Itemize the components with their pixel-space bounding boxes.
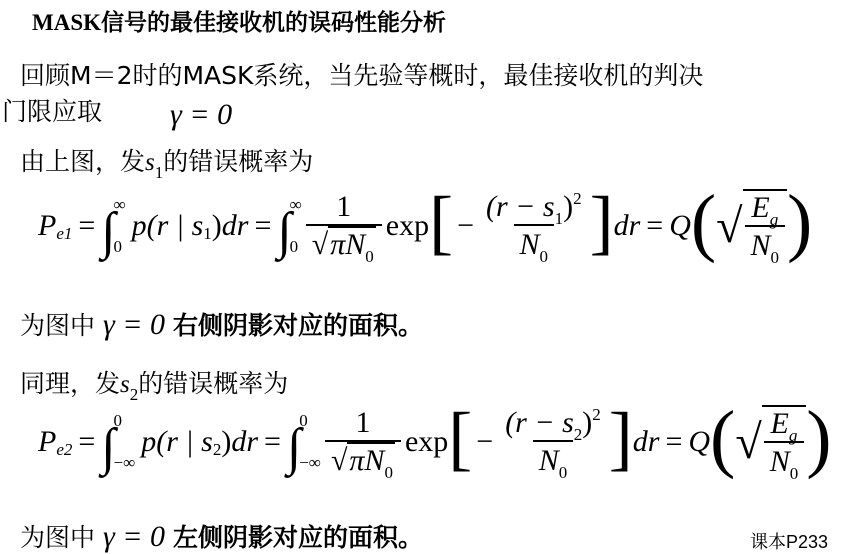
eq2-left-bracket: [: [448, 398, 473, 478]
eq2-exp: exp: [404, 425, 449, 458]
eq1-sqrt-fraction: $\frac{E_g}{N_0}$: [743, 189, 788, 263]
eq2-limits-2: 0 −∞: [299, 411, 321, 472]
s2-intro: [20, 364, 289, 404]
eq2-lhs-sub: e2: [56, 440, 73, 459]
s1-note-a: 为图中: [20, 311, 96, 340]
title-rest: 信号的最佳接收机的误码性能分析: [101, 10, 446, 36]
eq1-right-bracket: ]: [589, 182, 614, 262]
eq1-exp: exp: [385, 209, 430, 242]
eq2-dr-1: dr: [231, 425, 259, 458]
eq1-cond: p(r | s: [131, 209, 204, 242]
eq2-cond-sub: 2: [212, 440, 222, 459]
eq2-limits-1: 0 −∞: [113, 411, 136, 472]
s2-symbol-sub: 2: [129, 385, 139, 404]
s1-note: [20, 306, 423, 342]
eq2-integral-1: ∫: [101, 419, 116, 476]
eq2-right-paren: ): [806, 396, 832, 480]
s2-note-a: 为图中: [20, 523, 96, 552]
eq1-right-paren: ): [787, 180, 813, 264]
eq1-integral-2: ∫: [277, 203, 292, 260]
s1-symbol-sub: 1: [154, 163, 164, 182]
threshold-formula: γ = 0: [170, 98, 233, 131]
s1-intro: [20, 142, 314, 182]
s1-intro-text-b: 的错误概率为: [163, 147, 314, 176]
s2-intro-text-b: 的错误概率为: [138, 369, 289, 398]
eq1-exp-fraction: $\frac{(r - s_1)^2}{N_0}$: [486, 189, 582, 266]
eq2-exp-fraction: $\frac{(r - s_2)^2}{N_0}$: [505, 405, 601, 482]
eq1-dr-1: dr: [221, 209, 249, 242]
s1-note-b: 右侧阴影对应的面积。: [173, 311, 424, 340]
title-prefix: MASK: [32, 10, 101, 35]
eq1-q: Q: [669, 209, 691, 242]
eq1-left-paren: (: [690, 180, 717, 264]
s2-note-b: 左侧阴影对应的面积。: [173, 523, 424, 552]
eq1-lhs: P: [38, 209, 57, 242]
s1-symbol: s: [145, 149, 155, 176]
eq2-cond: p(r | s: [141, 425, 213, 458]
eq1-integral-1: ∫: [101, 203, 116, 260]
intro-line-2-text: 门限应取: [2, 97, 103, 126]
eq1-left-bracket: [: [429, 182, 454, 262]
eq1-lhs-sub: e1: [56, 224, 73, 243]
eq2-lhs: P: [38, 425, 57, 458]
eq1-limits-1: ∞ 0: [113, 195, 126, 256]
eq2-dr-2: dr: [632, 425, 660, 458]
s2-symbol: s: [120, 371, 130, 398]
eq1-fraction: $\frac{1}{√\pi N_0}$: [306, 190, 382, 262]
eq1-dr-2: dr: [613, 209, 641, 242]
s2-note-gamma: γ = 0: [102, 520, 166, 553]
eq2-right-bracket: ]: [608, 398, 633, 478]
eq1-cond-sub: 1: [203, 224, 212, 243]
s2-note: [20, 518, 423, 554]
intro-line-2: [2, 92, 102, 128]
equation-pe1: P e1 = ∫ ∞ 0 p(r | s 1 ) dr = ∫ ∞ 0 $\frac{1}{√\pi N_0}$ exp [ − $\frac{(r - s_1)^2}{N_0}$ ] dr = Q ( √ $\frac{E_g}{N_0}$ ): [38, 180, 813, 267]
eq2-left-paren: (: [710, 396, 736, 480]
eq2-q: Q: [688, 425, 711, 458]
eq2-integral-2: ∫: [286, 419, 302, 476]
s1-note-gamma: γ = 0: [102, 308, 166, 341]
s2-intro-text-a: 同理，发: [20, 369, 121, 398]
s1-intro-text-a: 由上图，发: [20, 147, 146, 176]
intro-line-1: 回顾M＝2时的MASK系统，当先验等概时，最佳接收机的判决: [20, 61, 704, 90]
eq2-fraction: $\frac{1}{√\pi N_0}$: [325, 406, 401, 478]
page-title: [32, 4, 446, 37]
eq1-limits-2: ∞ 0: [289, 195, 302, 256]
equation-pe2: P e2 = ∫ 0 −∞ p(r | s 2 ) dr = ∫ 0 −∞ $\frac{1}{√\pi N_0}$ exp [ − $\frac{(r - s_2)^2}{N_0}$ ] dr = Q ( √ $\frac{E_g}{N_0}$ ): [38, 396, 832, 483]
eq2-sqrt-fraction: $\frac{E_g}{N_0}$: [762, 405, 807, 479]
textbook-reference: 课本P233: [750, 532, 829, 552]
